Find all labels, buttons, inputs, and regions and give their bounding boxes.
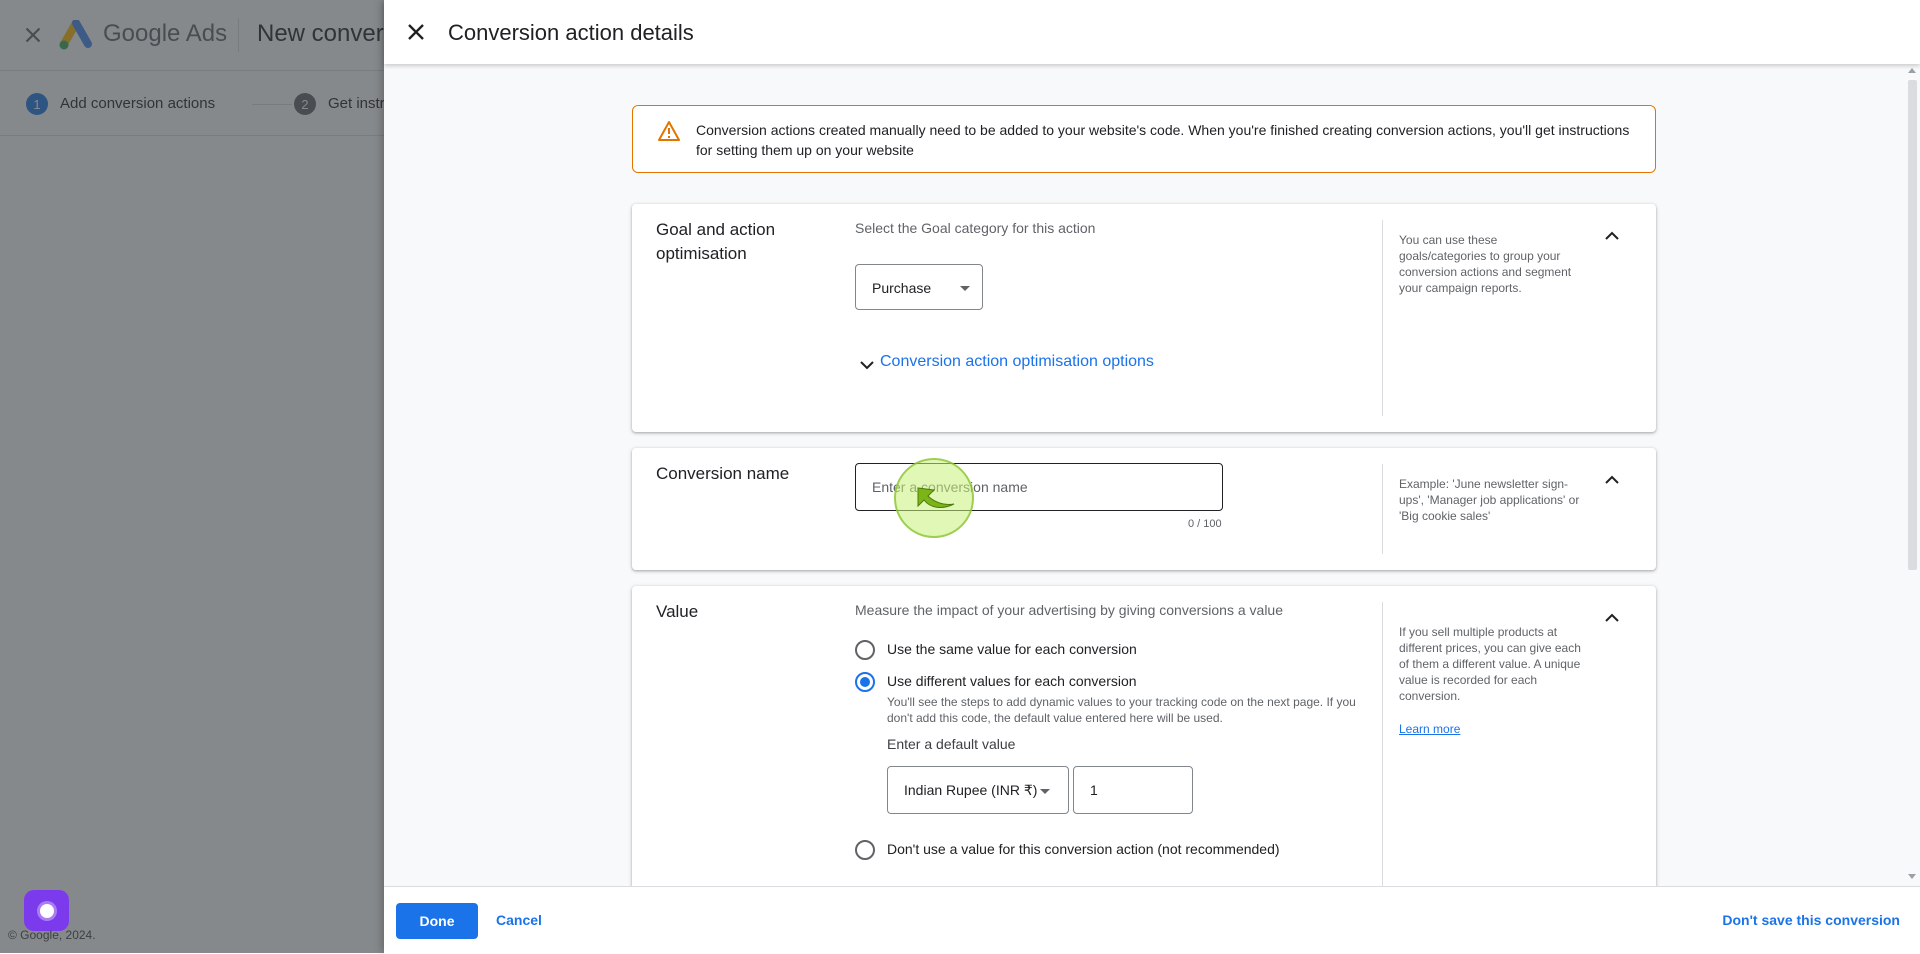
done-button[interactable]: Done: [396, 903, 478, 939]
dialog-title: Conversion action details: [448, 20, 694, 45]
warning-text: Conversion actions created manually need to be added to your website's code. When you're finished creating conversion actions, you'll get instructions for setting them up on your website: [696, 122, 1630, 158]
cancel-button[interactable]: Cancel: [496, 912, 542, 928]
same-value-radio[interactable]: [855, 640, 875, 660]
scroll-up-arrow-icon[interactable]: [1908, 68, 1916, 73]
section-title: Goal and action optimisation: [656, 220, 776, 263]
close-icon[interactable]: [402, 18, 430, 46]
dont-save-button[interactable]: Don't save this conversion: [1722, 912, 1900, 928]
chevron-down-icon: [858, 356, 876, 374]
no-value-radio[interactable]: [855, 840, 875, 860]
conversion-action-dialog: [384, 0, 1920, 953]
learn-more-link[interactable]: Learn more: [1399, 722, 1461, 736]
copyright: © Google, 2024.: [8, 928, 96, 942]
warning-icon: [657, 120, 681, 142]
conversion-name-section: [632, 448, 1656, 570]
optimisation-options-label: Conversion action optimisation options: [880, 353, 1154, 370]
default-value-label: Enter a default value: [887, 736, 1016, 752]
warning-banner: [632, 105, 1656, 173]
dropdown-arrow-icon: [1040, 789, 1050, 794]
chevron-up-icon[interactable]: [1600, 224, 1624, 248]
currency-value: Indian Rupee (INR ₹): [904, 782, 1038, 798]
goal-category-select[interactable]: [855, 264, 983, 310]
help-text: If you sell multiple products at different prices, you can give each of them a different value. A unique value is recorded for each conversion.: [1399, 625, 1581, 703]
no-value-label[interactable]: Don't use a value for this conversion action (not recommended): [887, 841, 1280, 857]
click-indicator: [894, 458, 974, 538]
cursor-arrow-icon: [910, 478, 960, 518]
value-section: [632, 586, 1656, 886]
value-prompt: Measure the impact of your advertising by giving conversions a value: [855, 602, 1283, 618]
dialog-body: [384, 64, 1920, 886]
dropdown-arrow-icon: [960, 286, 970, 291]
scrollbar[interactable]: [1906, 68, 1918, 880]
goal-category-value: Purchase: [872, 280, 932, 296]
different-values-label[interactable]: Use different values for each conversion: [887, 673, 1137, 689]
section-title: Value: [656, 602, 699, 621]
dialog-footer: [384, 886, 1920, 954]
help-text: Example: 'June newsletter sign-ups', 'Manager job applications' or 'Big cookie sales': [1399, 477, 1580, 523]
chevron-up-icon[interactable]: [1600, 468, 1624, 492]
default-value-input[interactable]: [1073, 766, 1193, 814]
character-counter: 0 / 100: [1188, 518, 1222, 530]
goal-prompt: Select the Goal category for this action: [855, 220, 1096, 236]
assistant-dot-icon: [40, 904, 54, 918]
help-text: You can use these goals/categories to group your conversion actions and segment your campaign reports.: [1399, 233, 1572, 295]
section-title: Conversion name: [656, 464, 790, 483]
different-values-description: You'll see the steps to add dynamic values to your tracking code on the next page. If you don't add this code, the default value entered here will be used.: [887, 695, 1356, 725]
assistant-button[interactable]: [24, 890, 69, 931]
goal-section: [632, 204, 1656, 432]
currency-select[interactable]: [887, 766, 1069, 814]
scroll-down-arrow-icon[interactable]: [1908, 874, 1916, 879]
section-divider: [1382, 220, 1383, 416]
chevron-up-icon[interactable]: [1600, 606, 1624, 630]
same-value-label[interactable]: Use the same value for each conversion: [887, 641, 1137, 657]
scroll-thumb[interactable]: [1908, 80, 1917, 570]
section-divider: [1382, 602, 1383, 886]
dialog-header: [384, 0, 1920, 64]
different-values-radio[interactable]: [855, 672, 875, 692]
section-divider: [1382, 464, 1383, 554]
